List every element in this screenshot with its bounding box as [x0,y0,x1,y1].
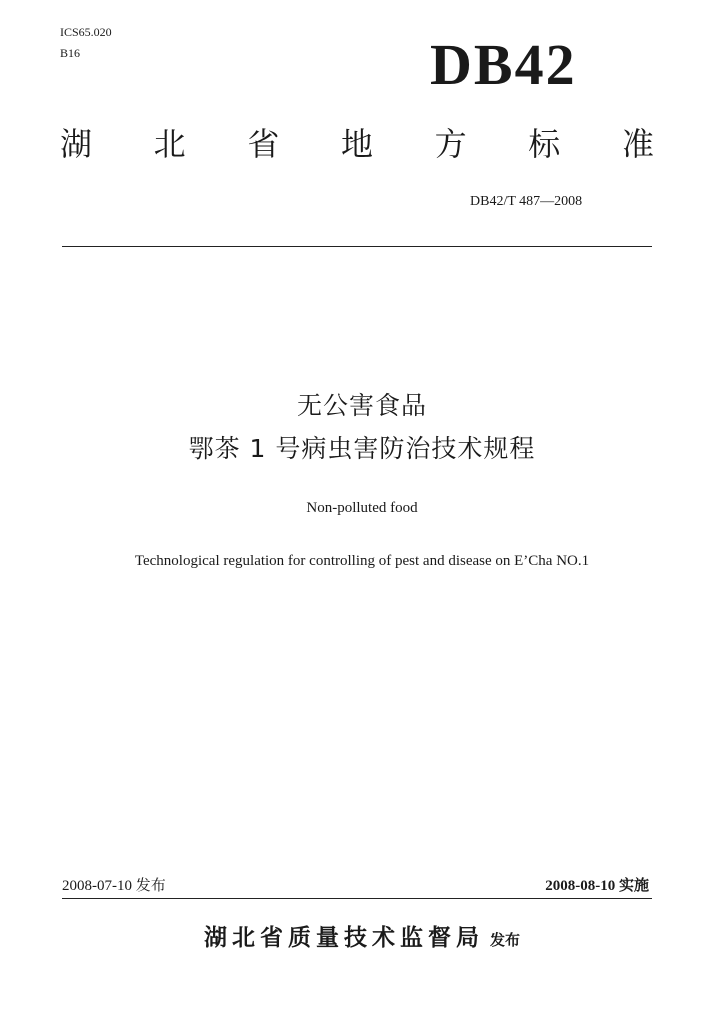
standard-type-char: 湖 [60,125,93,163]
classification-code: B16 [60,46,81,60]
english-title-line-2: Technological regulation for controlling of pest and disease on E’Cha NO.1 [134,553,590,569]
standard-type-char: 北 [153,125,186,163]
publisher-line [0,927,724,950]
standard-type-char: 方 [434,125,467,163]
english-title-line-1: Non-polluted food [306,500,418,516]
standard-type-char: 准 [621,125,654,163]
publisher-action: 发布 [489,931,520,949]
ics-code: ICS65.020 [60,25,112,39]
standard-type-heading [60,125,654,163]
document-title-line-2: 鄂茶 1 号病虫害防治技术规程 [188,434,536,463]
issue-date: 2008-07-10 发布 [62,878,166,894]
document-title-line-1: 无公害食品 [296,391,427,420]
standard-code-logo: DB42 [430,32,577,97]
standard-number: DB42/T 487—2008 [470,194,583,209]
standard-type-char: 地 [340,125,373,163]
implementation-date: 2008-08-10 实施 [545,878,649,894]
footer-divider [62,898,652,899]
standard-type-char: 标 [528,125,561,163]
standard-type-char: 省 [247,125,280,163]
header-divider [62,246,652,247]
publisher-name: 湖北省质量技术监督局 [203,925,484,951]
